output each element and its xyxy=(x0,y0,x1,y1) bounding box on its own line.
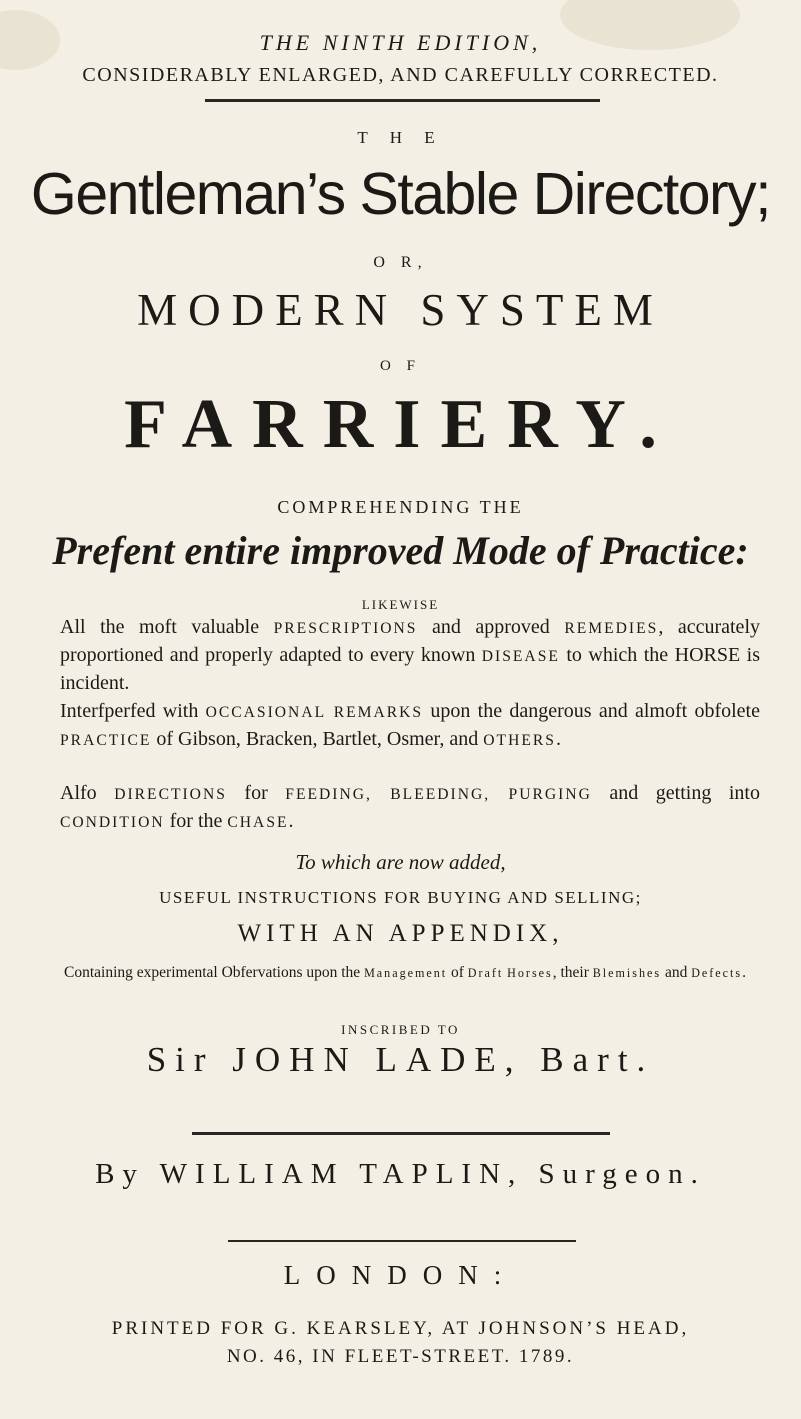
modern-system-line: MODERN SYSTEM xyxy=(137,285,664,335)
practice-line: Prefent entire improved Mode of Practice: xyxy=(52,528,749,573)
printer-line: PRINTED FOR G. KEARSLEY, AT JOHNSON’S HEAD, xyxy=(111,1318,690,1339)
appendix-line: WITH AN APPENDIX, xyxy=(237,920,564,947)
the-line: T H E xyxy=(357,128,444,147)
inscribed-line: INSCRIBED TO xyxy=(341,1022,460,1037)
edition-line: THE NINTH EDITION, xyxy=(259,30,542,55)
dedicatee-line: Sir JOHN LADE, Bart. xyxy=(146,1040,655,1079)
comprehending-line: COMPREHENDING THE xyxy=(277,497,524,517)
divider-rule xyxy=(192,1132,610,1135)
added-line: To which are now added, xyxy=(295,850,506,874)
likewise-line: LIKEWISE xyxy=(361,597,440,612)
divider-rule xyxy=(205,99,600,102)
paragraph-directions: Alfo DIRECTIONS for FEEDING, BLEEDING, PURGING and getting into CONDITION for the CHASE. xyxy=(60,782,760,832)
paragraph-prescriptions: All the moft valuable PRESCRIPTIONS and approved REMEDIES, accurately proportioned and properly adapted to every known DISEASE to which the HORSE is incident. xyxy=(60,616,760,694)
of-line: O F xyxy=(380,358,421,374)
divider-rule xyxy=(228,1240,576,1242)
or-line: O R, xyxy=(373,254,428,271)
paragraph-remarks: Interfperfed with OCCASIONAL REMARKS upon the dangerous and almoft obfolete PRACTICE of Gibson, Bracken, Bartlet, Osmer, and OTHERS. xyxy=(60,700,760,750)
author-line: By WILLIAM TAPLIN, Surgeon. xyxy=(95,1158,706,1190)
farriery-title: FARRIERY. xyxy=(124,386,677,463)
useful-line: USEFUL INSTRUCTIONS FOR BUYING AND SELLING; xyxy=(159,888,642,907)
address-line: NO. 46, IN FLEET-STREET. 1789. xyxy=(226,1346,575,1367)
containing-paragraph: Containing experimental Obfervations upon the Management of Draft Horses, their Blemishes and Defects. xyxy=(64,964,746,981)
main-title: Gentleman’s Stable Directory; xyxy=(30,161,771,227)
london-line: LONDON: xyxy=(283,1260,518,1290)
enlarged-line: CONSIDERABLY ENLARGED, AND CAREFULLY CORRECTED. xyxy=(82,64,719,86)
